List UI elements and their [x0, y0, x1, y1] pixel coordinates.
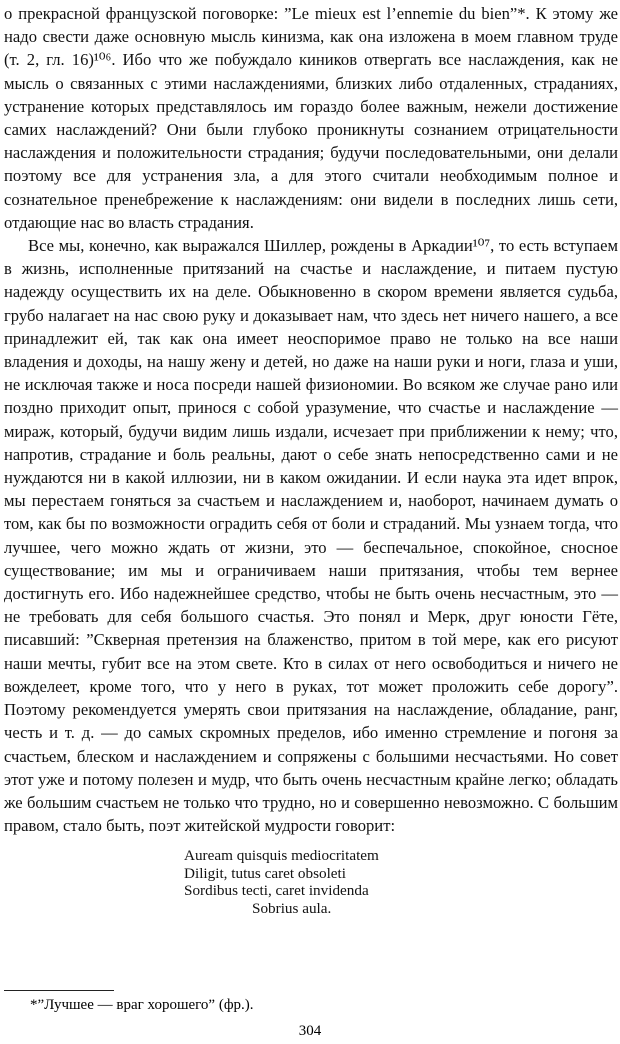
- poem-line: Sobrius aula.: [252, 899, 332, 917]
- poem-line: Auream quisquis mediocritatem: [184, 847, 379, 865]
- paragraph-2: Все мы, конечно, как выражался Шиллер, рождены в Аркадии¹⁰⁷, то есть вступаем в жизнь, исполненные притязаний на счастье и наслаждение, и питаем пустую надежду осуществить их на деле. Обыкновенно в скором времени является судьба, грубо налагает на нас свою руку и доказывает нам, что здесь нет ничего нашего, а все принадлежит ей, так как она имеет неоспоримое право не только на все наши владения и доходы, на нашу жену и детей, но даже на наши руки и ноги, глаза и уши, не исключая также и носа посреди нашей физиономии. Во всяком же случае рано или поздно приходит опыт, принося с собой уразумение, что счастье и наслаждение — мираж, который, будучи видим лишь издали, исчезает при приближении к нему; что, напротив, страдание и боль реальны, дают о себе знать непосредственно сами и не нуждаются ни в какой иллюзии, ни в каком ожидании. И если наука эта идет впрок, мы перестаем гоняться за счастьем и наслаждением и, наоборот, начинаем думать о том, как бы по возможности оградить себя от боли и страданий. Мы узнаем тогда, что лучшее, чего можно ждать от жизни, это — беспечальное, спокойное, сносное существование; им мы и ограничиваем наши притязания, чтобы тем вернее достигнуть его. Ибо надежнейшее средство, чтобы не быть очень несчастным, это — не требовать для себя большого счастья. Это понял и Мерк, друг юности Гёте, писавший: ”Скверная претензия на блаженство, притом в той мере, как его рисуют наши мечты, губит все на этом свете. Кто в силах от него освободиться и ничего не вожделеет, кроме того, что у него в руках, тот может проложить себе дорогу”. Поэтому рекомендуется умерять свои притязания на наслаждение, обладание, ранг, честь и т. д. — до самых скромных пределов, ибо именно стремление и погоня за счастьем, блеском и наслаждением и сопряжены с большими несчастьями. Но совет этот уже и потому полезен и мудр, что быть очень несчастным крайне легко; обладать же большим счастьем не только что трудно, но и совершенно невозможно. С большим правом, стало быть, поэт житейской мудрости говорит:: [4, 236, 618, 836]
- footnote: *”Лучшее — враг хорошего” (фр.).: [30, 997, 254, 1013]
- paragraph-1: о прекрасной французской поговорке: ”Le mieux est l’ennemie du bien”*. К этому же надо свести даже основную мысль кинизма, как она изложена в моем главном труде (т. 2, гл. 16)¹⁰⁶. Ибо что же побуждало киников отвергать все наслаждения, как не мысль о связанных с этими наслаждениями, близких либо отдаленных, страданиях, устранение которых представлялось им гораздо более важным, нежели достижение самих наслаждений? Они были глубоко проникнуты сознанием отрицательности наслаждения и положительности страдания; будучи последовательными, они делали поэтому все для устранения зла, а для этого считали необходимым полное и сознательное пренебрежение к наслаждениям: они видели в последних лишь сети, отдающие нас во власть страдания.: [4, 4, 618, 232]
- footnote-divider: [4, 990, 114, 991]
- page-number: 304: [298, 1023, 322, 1039]
- poem-line: Sordibus tecti, caret invidenda: [184, 882, 369, 900]
- latin-poem: [184, 847, 618, 917]
- poem-line: Diligit, tutus caret obsoleti: [184, 864, 346, 882]
